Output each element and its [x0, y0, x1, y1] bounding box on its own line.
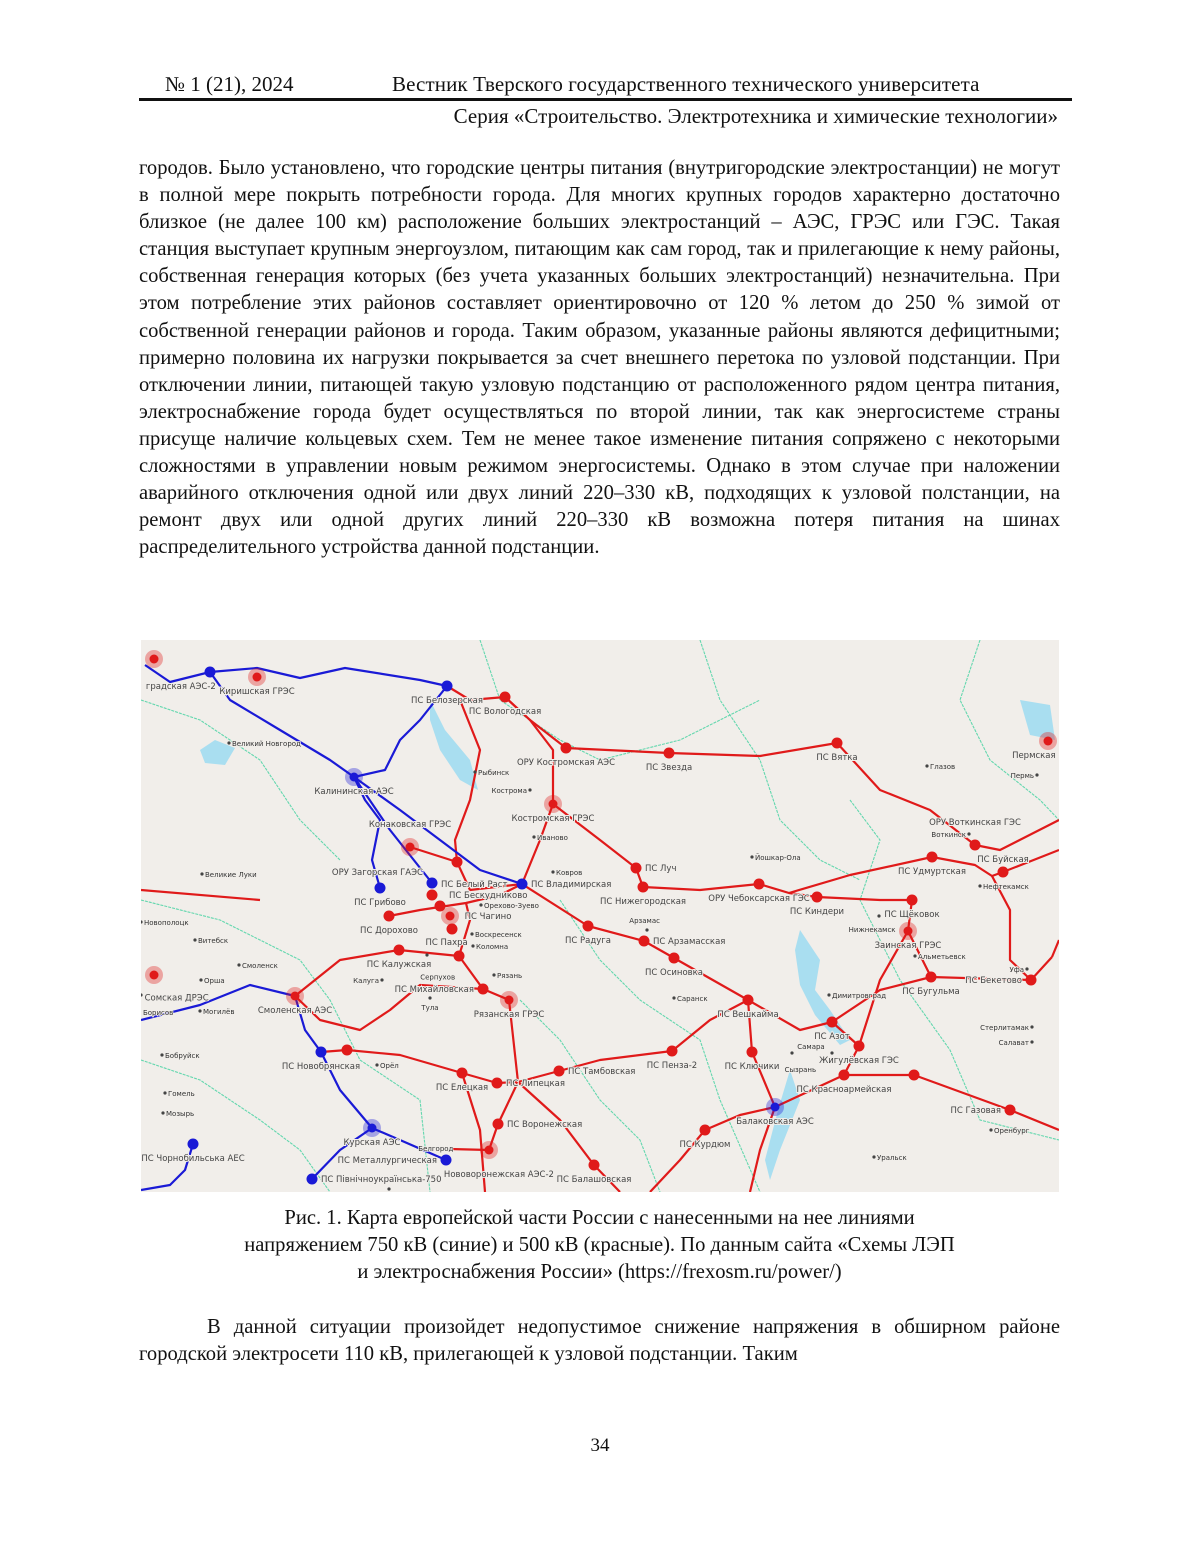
node-label: ОРУ Костромская АЭС: [517, 758, 615, 768]
substation-500-marker: [583, 921, 594, 932]
city-dot: [790, 1051, 793, 1054]
substation-750-marker: [205, 667, 216, 678]
node-label: ПС Вешкайма: [717, 1010, 778, 1020]
city-label: Йошкар-Ола: [755, 853, 801, 862]
line-500kv: [295, 950, 518, 1150]
substation-750-marker: [427, 878, 438, 889]
city-dot: [1030, 1025, 1033, 1028]
substation-500-marker: [505, 996, 514, 1005]
node-label: ПС Курдюм: [680, 1140, 731, 1150]
city-dot: [237, 963, 240, 966]
substation-500-marker: [446, 912, 455, 921]
city-dot: [830, 1051, 833, 1054]
line-500kv: [141, 890, 260, 900]
city-label: Мозырь: [166, 1110, 194, 1118]
city-label: Рыбинск: [478, 769, 509, 777]
city-label: Тула: [420, 1004, 438, 1012]
node-label: ПС Звезда: [646, 763, 692, 773]
substation-500-marker: [1044, 737, 1053, 746]
substation-500-marker: [384, 911, 395, 922]
city-label: Калуга: [353, 977, 379, 985]
node-label: ПС Тамбовская: [568, 1067, 635, 1077]
substation-500-marker: [1026, 975, 1037, 986]
node-label: ПС Північноукраїнська-750: [321, 1175, 442, 1185]
city-label: Иваново: [537, 834, 568, 842]
city-dot: [989, 1128, 992, 1131]
line-750kv: [312, 1128, 372, 1179]
city-label: Кострома: [492, 787, 527, 795]
city-label: Нижнекамск: [849, 926, 896, 934]
line-750kv: [141, 1144, 193, 1190]
substation-500-marker: [743, 995, 754, 1006]
substation-750-marker: [375, 883, 386, 894]
city-label: Сызрань: [785, 1066, 817, 1074]
city-dot: [470, 932, 473, 935]
node-label: ПС Азот: [814, 1032, 850, 1042]
city-label: Бобруйск: [165, 1052, 200, 1060]
node-label: Курская АЭС: [344, 1138, 401, 1148]
node-label: Нововоронежская АЭС-2: [444, 1170, 554, 1180]
node-label: ПС Липецкая: [506, 1079, 565, 1089]
line-500kv: [459, 903, 470, 956]
substation-500-marker: [554, 1066, 565, 1077]
node-label: Костромская ГРЭС: [512, 814, 595, 824]
substation-500-marker: [478, 984, 489, 995]
city-dot: [425, 953, 428, 956]
city-dot: [473, 770, 476, 773]
city-label: Гомель: [168, 1090, 195, 1098]
city-label: Уфа: [1009, 966, 1024, 974]
city-label: Могилёв: [203, 1008, 234, 1016]
node-label: ПС Арзамасская: [653, 937, 725, 947]
substation-500-marker: [926, 972, 937, 983]
substation-500-marker: [669, 953, 680, 964]
region-border: [141, 900, 430, 1192]
city-dot: [227, 741, 230, 744]
city-dot: [199, 978, 202, 981]
substation-500-marker: [754, 879, 765, 890]
map-svg: [141, 640, 1059, 1192]
city-dot: [925, 764, 928, 767]
node-label: ПС Вологодская: [469, 707, 541, 717]
city-dot: [380, 978, 383, 981]
node-label: ПС Удмуртская: [898, 867, 966, 877]
substation-500-marker: [631, 863, 642, 874]
city-dot: [163, 1091, 166, 1094]
city-dot: [200, 872, 203, 875]
substation-500-marker: [827, 1017, 838, 1028]
node-label: ОРУ Чебоксарская ГЭС: [708, 894, 810, 904]
city-label: Великий Новгород: [232, 740, 301, 748]
substation-500-marker: [452, 857, 463, 868]
node-label: ПС Пенза-2: [647, 1061, 697, 1071]
substation-500-marker: [492, 1078, 503, 1089]
city-dot: [967, 832, 970, 835]
figure-caption: [139, 1205, 1060, 1286]
city-label: Орехово-Зуево: [484, 902, 539, 910]
city-dot: [645, 928, 648, 931]
node-label: ПС Пахра: [426, 938, 468, 948]
substation-500-marker: [253, 673, 262, 682]
substation-500-marker: [700, 1125, 711, 1136]
node-label: ПС Ключики: [725, 1062, 780, 1072]
node-label: ПС Чагино: [465, 912, 512, 922]
water-body: [795, 930, 850, 1045]
substation-500-marker: [839, 1070, 850, 1081]
city-dot: [141, 920, 143, 923]
body-paragraph: В данной ситуации произойдет недопустимое снижение напряжения в обширном районе городской электросети 110 кВ, прилегающей к узловой подстанции. Таким: [139, 1314, 1060, 1368]
city-dot: [913, 954, 916, 957]
node-label: ПС Осиновка: [645, 968, 703, 978]
body-paragraph: городов. Было установлено, что городские центры питания (внутригородские электростанции) не могут в полной мере покрыть потребности города. Для многих крупных городов характерно достаточно близкое (не далее 100 км) расположение больших электростанций – АЭС, ГРЭС или ГЭС. Такая станция выступает крупным энергоузлом, питающим как сам город, так и прилегающие к нему районы, собственная генерация которых (без учета указанных больших электростанций) незначительна. При этом потребление этих районов составляет ориентировочно от 120 % летом до 250 % зимой от собственной генерации районов и города. Таким образом, указанные районы являются дефицитными; примерно половина их нагрузки покрывается за счет внешнего перетока по узловой подстанции. При отключении линии, питающей такую узловую подстанцию от расположенного рядом центра питания, электроснабжение города будет осуществляться по второй линии, так как энергосистеме страны присуще наличие кольцевых схем. Тем не менее такое изменение питания сопряжено с некоторыми сложностями в управлении новым режимом энергосистемы. Однако в этом случае при наложении аварийного отключения одной или двух линий 220–330 кВ, подходящих к узловой полстанции, на ремонт двух или одной других линий 220–330 кВ возможна потеря питания на шинах распределительного устройства данной подстанции.: [139, 155, 1060, 561]
substation-750-marker: [441, 1155, 452, 1166]
city-label: Оренбург: [994, 1127, 1030, 1135]
city-dot: [471, 944, 474, 947]
node-label: ПС Красноармейская: [797, 1085, 892, 1095]
header-issue: № 1 (21), 2024: [165, 72, 294, 97]
city-label: Воскресенск: [475, 931, 522, 939]
node-label: ПС Дорохово: [360, 926, 418, 936]
node-label: ОРУ Загорская ГАЭС: [332, 868, 423, 878]
region-border: [141, 1060, 330, 1192]
substation-500-marker: [150, 971, 159, 980]
node-label: Смоленская АЭС: [258, 1006, 332, 1016]
node-label: Сомская ДРЭС: [145, 994, 209, 1004]
substation-750-marker: [517, 879, 528, 890]
city-label: Нефтекамск: [983, 883, 1029, 891]
substation-750-marker: [307, 1174, 318, 1185]
node-label: ПС Воронежская: [507, 1120, 582, 1130]
node-label: ОРУ Воткинская ГЭС: [929, 818, 1021, 828]
substation-750-marker: [771, 1103, 780, 1112]
substation-500-marker: [549, 800, 558, 809]
city-dot: [428, 996, 431, 999]
substation-500-marker: [150, 655, 159, 664]
region-border: [141, 700, 340, 860]
city-dot: [672, 996, 675, 999]
node-label: Балаковская АЭС: [736, 1117, 814, 1127]
city-label: Самара: [797, 1043, 824, 1051]
header-series: Серия «Строительство. Электротехника и химические технологии»: [454, 104, 1058, 129]
node-label: ПС Белозерская: [411, 696, 483, 706]
substation-500-marker: [998, 867, 1009, 878]
node-label: ПС Белый Раст: [441, 880, 507, 890]
node-label: ПС Владимирская: [531, 880, 611, 890]
node-label: Жигулёвская ГЭС: [819, 1056, 899, 1066]
node-label: ПС Луч: [645, 864, 676, 874]
node-label: ПС Буйская: [977, 855, 1029, 865]
node-label: Киришская ГРЭС: [219, 687, 294, 697]
node-label: ПС Грибово: [354, 898, 406, 908]
substation-500-marker: [638, 882, 649, 893]
city-label: Белгород: [418, 1145, 453, 1153]
city-dot: [1030, 1040, 1033, 1043]
caption-line: и электроснабжения России» (https://frexosm.ru/power/): [139, 1259, 1060, 1286]
substation-500-marker: [1005, 1105, 1016, 1116]
city-label: Смоленск: [242, 962, 278, 970]
page-number: 34: [0, 1435, 1200, 1457]
node-label: ПС Чорнобильська АЕС: [141, 1154, 244, 1164]
city-dot: [479, 903, 482, 906]
city-dot: [193, 938, 196, 941]
line-500kv: [1052, 940, 1059, 957]
substation-500-marker: [394, 945, 405, 956]
substation-750-marker: [368, 1124, 377, 1133]
city-dot: [198, 1009, 201, 1012]
substation-500-marker: [907, 895, 918, 906]
node-label: ПС Елецкая: [436, 1083, 488, 1093]
substation-500-marker: [589, 1160, 600, 1171]
substation-500-marker: [493, 1119, 504, 1130]
substation-500-marker: [812, 892, 823, 903]
substation-500-marker: [447, 924, 458, 935]
caption-line: Рис. 1. Карта европейской части России с нанесенными на нее линиями: [139, 1205, 1060, 1232]
substation-500-marker: [291, 992, 300, 1001]
city-label: Витебск: [198, 937, 228, 945]
header-rule: [139, 98, 1072, 101]
city-label: Орша: [204, 977, 225, 985]
city-dot: [877, 914, 880, 917]
line-500kv: [992, 876, 1052, 980]
city-dot: [827, 993, 830, 996]
city-dot: [161, 1111, 164, 1114]
city-dot: [551, 870, 554, 873]
city-dot: [387, 1187, 390, 1190]
city-label: Салават: [999, 1039, 1029, 1047]
substation-500-marker: [927, 852, 938, 863]
substation-500-marker: [454, 951, 465, 962]
city-label: Пермь: [1011, 772, 1034, 780]
node-label: ПС Бескудниково: [449, 891, 527, 901]
city-dot: [872, 1155, 875, 1158]
city-label: Ковров: [556, 869, 582, 877]
substation-750-marker: [188, 1139, 199, 1150]
city-label: Уральск: [877, 1154, 907, 1162]
substation-500-marker: [970, 840, 981, 851]
city-label: Великие Луки: [205, 871, 257, 879]
substation-500-marker: [667, 1046, 678, 1057]
substation-750-marker: [350, 773, 359, 782]
node-label: ПС Металлургическая: [338, 1156, 437, 1166]
city-label: Воткинск: [931, 831, 966, 839]
city-dot: [160, 1053, 163, 1056]
city-label: Серпухов: [420, 973, 455, 981]
city-label: Коломна: [476, 943, 508, 951]
substation-500-marker: [904, 927, 913, 936]
substation-500-marker: [832, 738, 843, 749]
city-dot: [528, 788, 531, 791]
city-label: Орёл: [380, 1062, 399, 1070]
node-label: Пермская: [1012, 751, 1056, 761]
substation-500-marker: [664, 748, 675, 759]
substation-750-marker: [316, 1047, 327, 1058]
city-label: Альметьевск: [918, 953, 966, 961]
city-dot: [492, 973, 495, 976]
substation-500-marker: [485, 1146, 494, 1155]
node-label: Заинская ГРЭС: [875, 941, 942, 951]
city-dot: [375, 1063, 378, 1066]
city-dot: [141, 993, 143, 996]
caption-line: напряжением 750 кВ (синие) и 500 кВ (красные). По данным сайта «Схемы ЛЭП: [139, 1232, 1060, 1259]
node-label: ПС Михайловская: [395, 985, 474, 995]
power-grid-map: [141, 640, 1059, 1192]
city-label: Новополоцк: [144, 919, 189, 927]
substation-500-marker: [854, 1041, 865, 1052]
substation-500-marker: [427, 890, 438, 901]
city-dot: [1035, 773, 1038, 776]
city-dot: [532, 835, 535, 838]
substation-500-marker: [909, 1070, 920, 1081]
substation-500-marker: [500, 692, 511, 703]
node-label: градская АЭС-2: [146, 682, 216, 692]
node-label: ПС Щёковок: [884, 910, 939, 920]
city-label: Глазов: [930, 763, 955, 771]
city-dot: [750, 855, 753, 858]
substation-500-marker: [639, 936, 650, 947]
substation-500-marker: [406, 843, 415, 852]
node-label: ПС Газовая: [951, 1106, 1001, 1116]
node-label: Рязанская ГРЭС: [474, 1010, 545, 1020]
city-label: Борисов: [143, 1009, 173, 1017]
region-border: [480, 640, 760, 760]
node-label: ПС Нижегородская: [600, 897, 686, 907]
node-label: ПС Бугульма: [902, 987, 959, 997]
city-label: Димитровград: [832, 992, 886, 1000]
city-label: Рязань: [497, 972, 522, 980]
substation-750-marker: [442, 681, 453, 692]
substation-500-marker: [561, 743, 572, 754]
node-label: ПС Калужская: [367, 960, 432, 970]
node-label: Калининская АЭС: [314, 787, 393, 797]
node-label: ПС Киндери: [790, 907, 844, 917]
city-dot: [1025, 967, 1028, 970]
substation-500-marker: [747, 1047, 758, 1058]
node-label: ПС Новобрянская: [282, 1062, 360, 1072]
node-label: Конаковская ГРЭС: [369, 820, 451, 830]
city-label: Арзамас: [629, 917, 660, 925]
substation-500-marker: [342, 1045, 353, 1056]
node-label: ПС Радуга: [565, 936, 611, 946]
city-label: Саранск: [677, 995, 708, 1003]
city-label: Стерлитамак: [980, 1024, 1029, 1032]
node-label: ПС Бекетово: [965, 976, 1022, 986]
substation-500-marker: [457, 1068, 468, 1079]
line-500kv: [505, 697, 636, 868]
node-label: ПС Балашовская: [557, 1175, 632, 1185]
header-journal: Вестник Тверского государственного технического университета: [392, 72, 980, 97]
city-dot: [978, 884, 981, 887]
node-label: ПС Вятка: [816, 753, 857, 763]
